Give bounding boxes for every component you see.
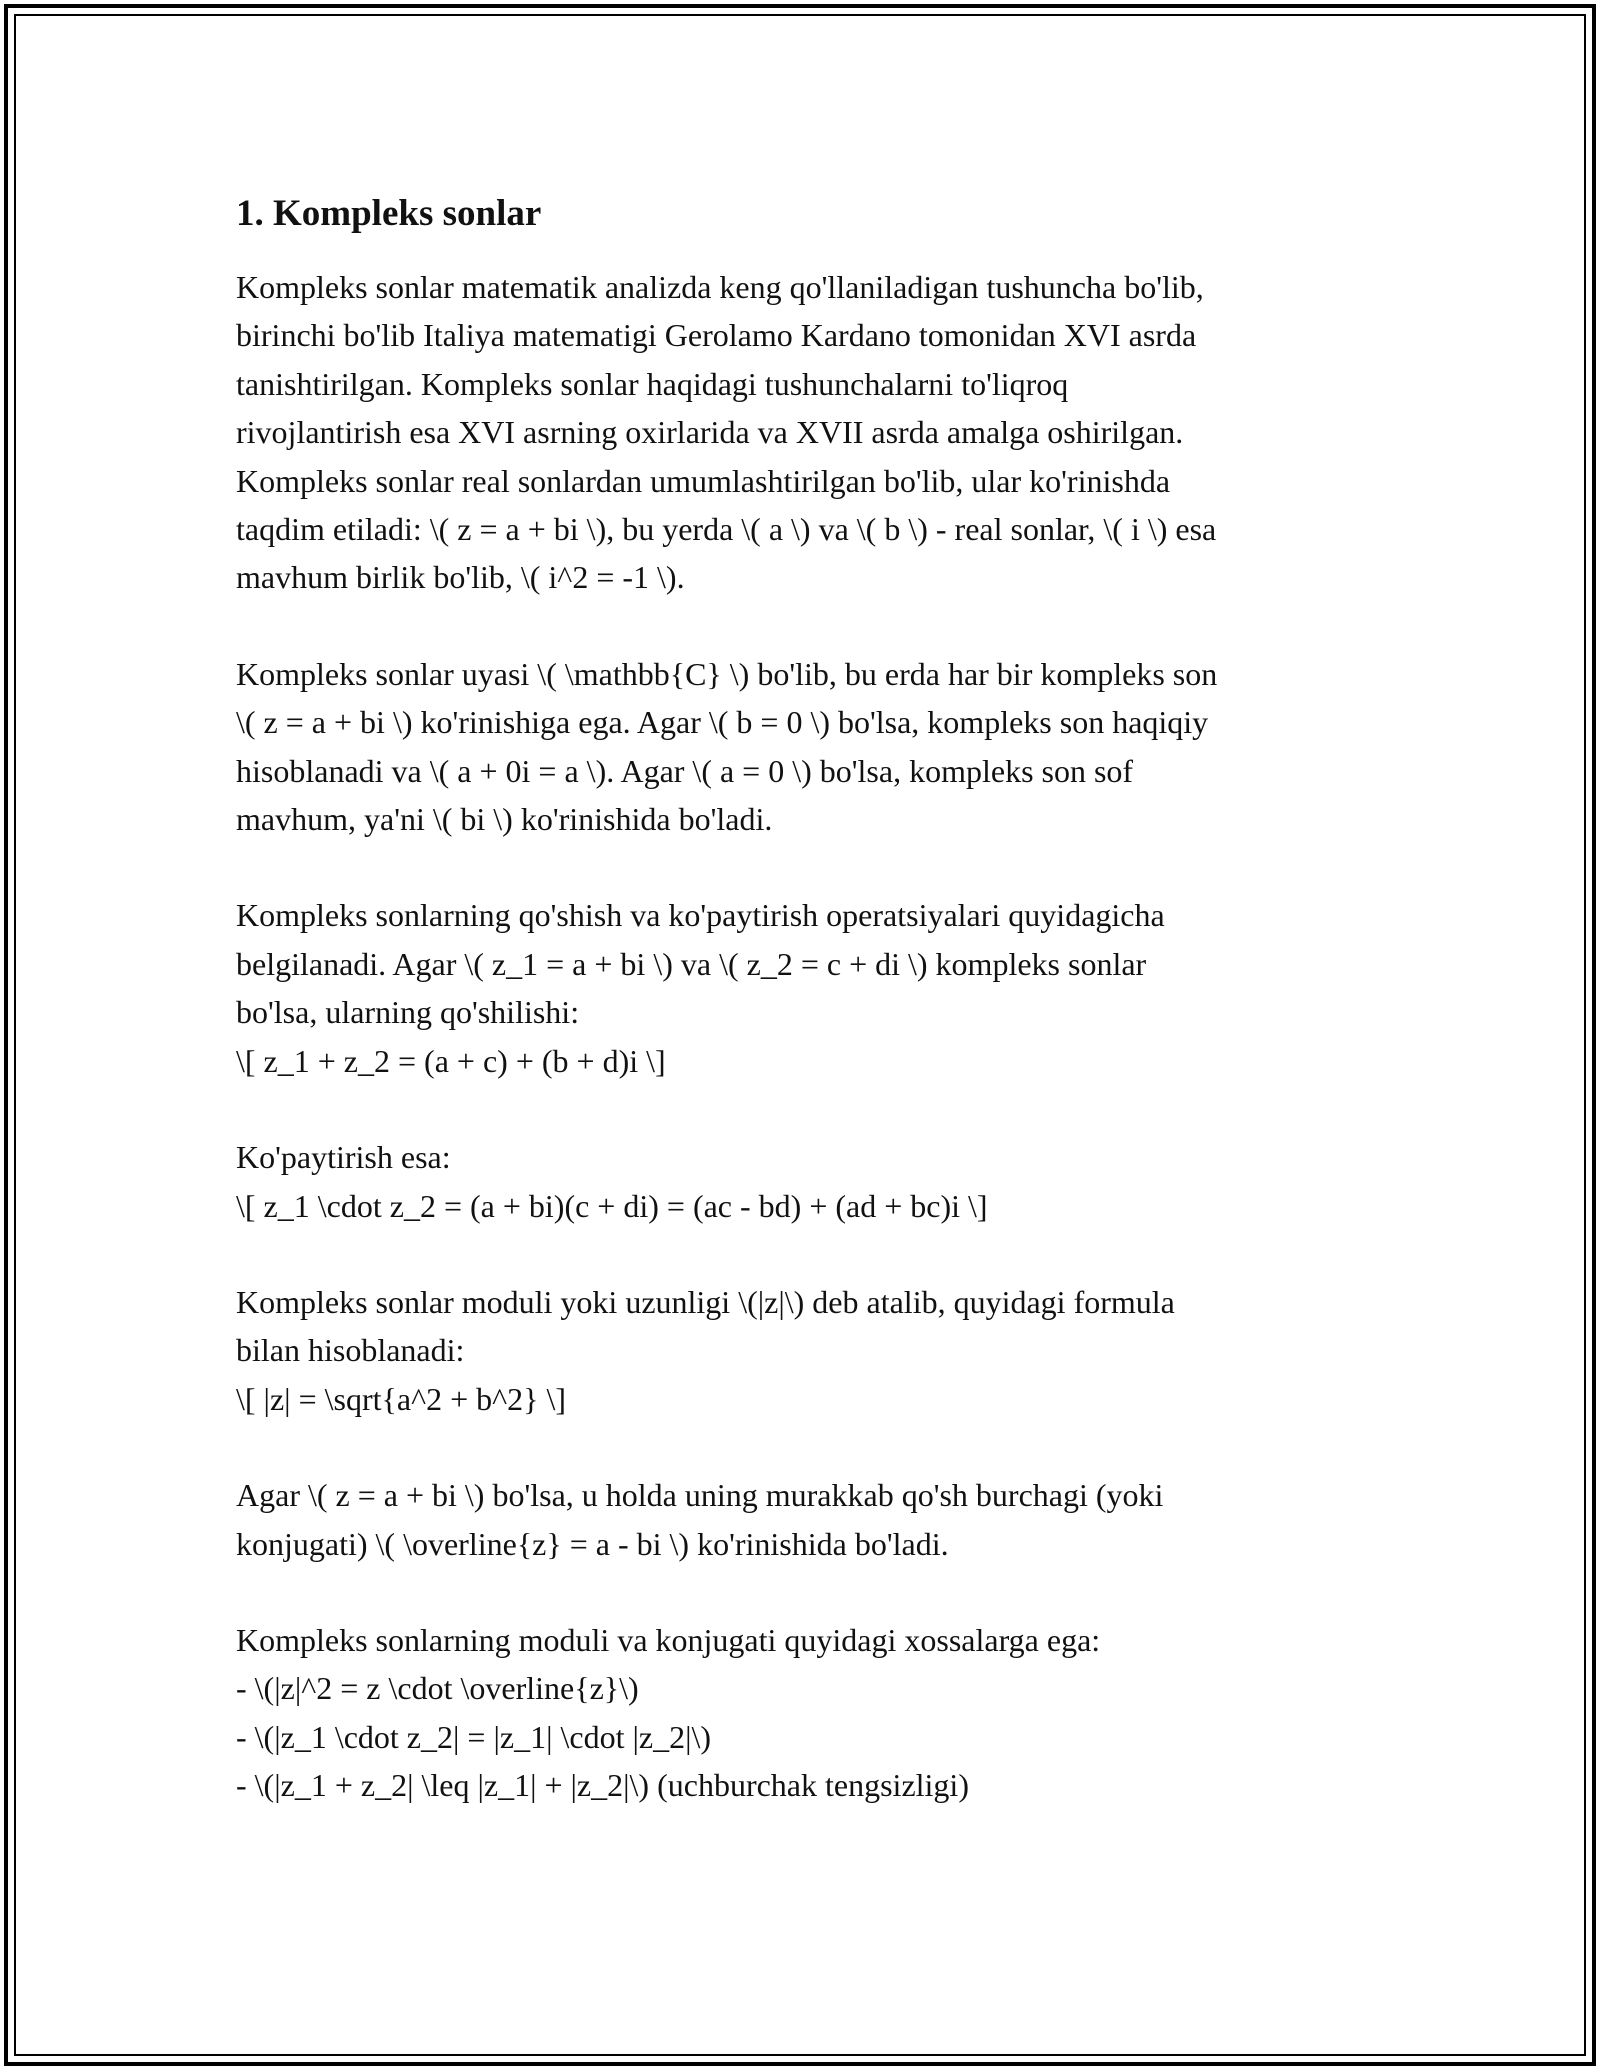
text-line: Kompleks sonlarning qo'shish va ko'paytirish operatsiyalari quyidagicha — [236, 897, 1165, 934]
section-title: 1. Kompleks sonlar — [236, 193, 542, 234]
paragraph-multiplication — [236, 1133, 1386, 1230]
text-line: Kompleks sonlarning moduli va konjugati quyidagi xossalarga ega: — [236, 1621, 1101, 1658]
paragraph-properties — [236, 1616, 1386, 1810]
document-body — [236, 190, 1386, 1810]
text-line: \( z = a + bi \) ko'rinishiga ega. Agar \( b = 0 \) bo'lsa, kompleks son haqiqiy — [236, 704, 1209, 741]
formula-line: \[ z_1 + z_2 = (a + c) + (b + d)i \] — [236, 1042, 666, 1079]
text-line: Kompleks sonlar matematik analizda keng qo'llaniladigan tushuncha bo'lib, — [236, 269, 1204, 305]
formula-line: \[ z_1 \cdot z_2 = (a + bi)(c + di) = (ac - bd) + (ad + bc)i \] — [236, 1187, 988, 1224]
text-line: Kompleks sonlar uyasi \( \mathbb{C} \) bo'lib, bu erda har bir kompleks son — [236, 655, 1218, 692]
text-line: belgilanadi. Agar \( z_1 = a + bi \) va \( z_2 = c + di \) kompleks sonlar — [236, 945, 1147, 982]
paragraph-conjugate — [236, 1471, 1386, 1568]
text-line: taqdim etiladi: \( z = a + bi \), bu yerda \( a \) va \( b \) - real sonlar, \( i \) esa — [236, 511, 1217, 548]
text-line: bo'lsa, ularning qo'shilishi: — [236, 994, 580, 1031]
text-line: hisoblanadi va \( a + 0i = a \). Agar \( a = 0 \) bo'lsa, kompleks son sof — [236, 752, 1134, 789]
text-line: bilan hisoblanadi: — [236, 1332, 465, 1369]
text-line: konjugati) \( \overline{z} = a - bi \) ko'rinishida bo'ladi. — [236, 1525, 949, 1562]
list-item: - \(|z|^2 = z \cdot \overline{z}\) — [236, 1670, 639, 1707]
text-line: Kompleks sonlar moduli yoki uzunligi \(|z|\) deb atalib, quyidagi formula — [236, 1283, 1175, 1320]
text-line: birinchi bo'lib Italiya matematigi Gerolamo Kardano tomonidan XVI asrda — [236, 317, 1197, 354]
formula-line: \[ |z| = \sqrt{a^2 + b^2} \] — [236, 1380, 567, 1417]
text-line: rivojlantirish esa XVI asrning oxirlarida va XVII asrda amalga oshirilgan. — [236, 414, 1184, 451]
text-line: tanishtirilgan. Kompleks sonlar haqidagi tushunchalarni to'liqroq — [236, 365, 1069, 402]
paragraph-modulus — [236, 1278, 1386, 1423]
paragraph-intro — [236, 263, 1386, 602]
text-line: Kompleks sonlar real sonlardan umumlashtirilgan bo'lib, ular ko'rinishda — [236, 462, 1171, 499]
text-line: mavhum, ya'ni \( bi \) ko'rinishida bo'ladi. — [236, 801, 773, 838]
paragraph-addition — [236, 891, 1386, 1085]
list-item: - \(|z_1 + z_2| \leq |z_1| + |z_2|\) (uchburchak tengsizligi) — [236, 1767, 969, 1804]
text-line: mavhum birlik bo'lib, \( i^2 = -1 \). — [236, 559, 685, 596]
text-line: Agar \( z = a + bi \) bo'lsa, u holda uning murakkab qo'sh burchagi (yoki — [236, 1477, 1164, 1514]
paragraph-complex-set — [236, 650, 1386, 844]
list-item: - \(|z_1 \cdot z_2| = |z_1| \cdot |z_2|\) — [236, 1718, 712, 1755]
text-line: Ko'paytirish esa: — [236, 1139, 451, 1176]
